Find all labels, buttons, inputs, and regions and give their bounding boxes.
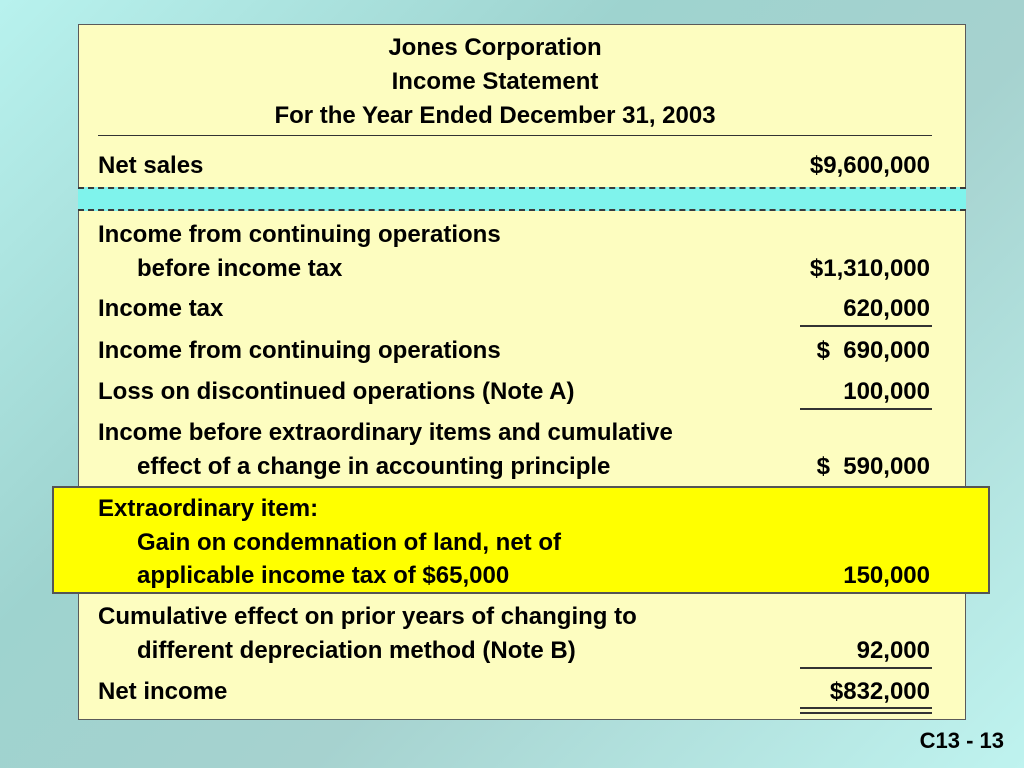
row-income-cont-ops-label: Income from continuing operations <box>98 337 501 364</box>
row-income-before-extra-label2: effect of a change in accounting principle <box>137 453 611 480</box>
row-net-income-label: Net income <box>98 678 228 705</box>
row-income-before-extra-amount: $ 590,000 <box>816 453 930 480</box>
row-extraordinary-amount: 150,000 <box>843 562 930 589</box>
income-tax-underline <box>800 325 932 327</box>
row-income-tax-label: Income tax <box>98 295 224 322</box>
row-income-cont-ops-amount: $ 690,000 <box>816 337 930 364</box>
row-income-before-extra-label1: Income before extraordinary items and cumulative <box>98 419 673 446</box>
row-cumulative-effect-label1: Cumulative effect on prior years of changing to <box>98 603 637 630</box>
row-loss-discontinued-amount: 100,000 <box>843 378 930 405</box>
company-name: Jones Corporation <box>388 34 602 61</box>
row-extraordinary-label3: applicable income tax of $65,000 <box>137 562 510 589</box>
statement-title: Income Statement <box>391 68 599 95</box>
omitted-items-band <box>78 187 966 211</box>
net-income-double-underline-2 <box>800 712 932 714</box>
row-loss-discontinued-label: Loss on discontinued operations (Note A) <box>98 378 575 405</box>
row-cont-ops-before-tax-amount: $1,310,000 <box>809 255 930 282</box>
statement-period: For the Year Ended December 31, 2003 <box>274 102 716 129</box>
row-cumulative-effect-label2: different depreciation method (Note B) <box>137 637 576 664</box>
statement-header <box>78 33 912 131</box>
row-net-sales-amount: $9,600,000 <box>809 152 930 179</box>
net-income-double-underline-1 <box>800 707 932 709</box>
cumulative-effect-underline <box>800 667 932 669</box>
row-extraordinary-label2: Gain on condemnation of land, net of <box>137 529 561 556</box>
row-net-income-amount: $832,000 <box>829 678 930 705</box>
row-cumulative-effect-amount: 92,000 <box>856 637 930 664</box>
row-cont-ops-before-tax-label2: before income tax <box>137 255 343 282</box>
header-rule <box>98 135 932 136</box>
row-income-tax-amount: 620,000 <box>843 295 930 322</box>
loss-discontinued-underline <box>800 408 932 410</box>
slide-number: C13 - 13 <box>919 728 1004 753</box>
row-cont-ops-before-tax-label1: Income from continuing operations <box>98 221 501 248</box>
row-net-sales-label: Net sales <box>98 152 204 179</box>
row-extraordinary-label1: Extraordinary item: <box>98 495 319 522</box>
